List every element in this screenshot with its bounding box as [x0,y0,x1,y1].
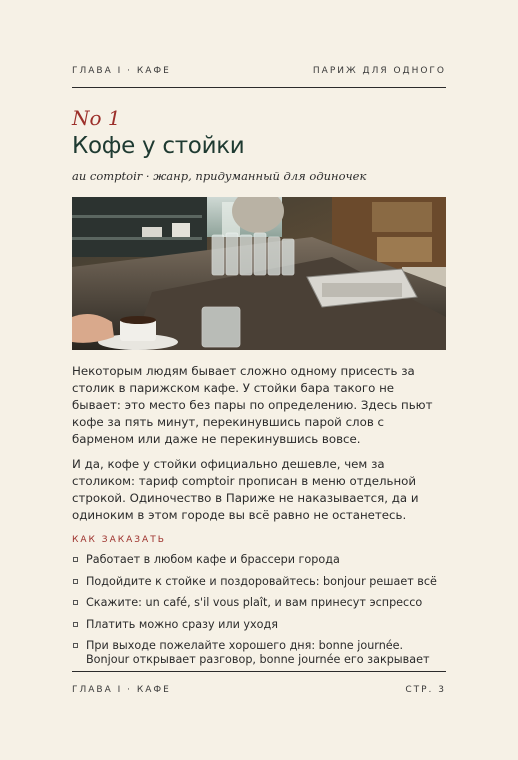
list-item-text: Скажите: un café, s'il vous plaît, и вам принесут эспрессо [86,596,423,609]
square-bullet-icon [73,643,78,648]
list-item-text: При выходе пожелайте хорошего дня: bonne journée. Bonjour открывает разговор, bonne journée его закрывает [86,639,430,666]
list-item-text: Подойдите к стойке и поздоровайтесь: bonjour решает всё [86,574,437,588]
article-title: Кофе у стойки [72,133,245,159]
square-bullet-icon [73,622,78,627]
page-number: СТР. 3 [405,685,446,695]
list-item [72,639,446,667]
list-item [72,575,446,589]
header-rule [72,87,446,88]
running-header [72,66,446,76]
square-bullet-icon [73,579,78,584]
how-to-order-heading: КАК ЗАКАЗАТЬ [72,535,166,545]
paragraph-2: И да, кофе у стойки официально дешевле, чем за столиком: тариф comptoir прописан в меню отдельной строкой. Одиночество в Париже не наказывается, да и одиноким в этом городе вы всё равно не останетесь. [72,457,419,522]
list-item-text: Платить можно сразу или уходя [86,617,278,631]
list-item [72,618,446,632]
cafe-counter-photo [72,197,446,350]
list-item [72,596,446,610]
square-bullet-icon [73,557,78,562]
list-item-text: Работает в любом кафе и брассери города [86,553,340,566]
square-bullet-icon [73,600,78,605]
cafe-counter-illustration [72,197,446,350]
how-to-order-list [72,553,446,675]
paragraph-1: Некоторым людям бывает сложно одному присесть за столик в парижском кафе. У стойки бара такого не бывает: это место без пары по определению. Здесь пьют кофе за пять минут, перекинувшись парой слов с барменом или даже не перекинувшись вовсе. [72,364,433,446]
footer-chapter: ГЛАВА I · КАФЕ [72,685,171,695]
header-book-title: ПАРИЖ ДЛЯ ОДНОГО [312,66,446,76]
article-number: No 1 [72,106,121,130]
book-page [72,0,446,760]
list-item [72,553,446,567]
footer-rule [72,671,446,672]
header-chapter: ГЛАВА I · КАФЕ [72,66,171,76]
article-subtitle: au comptoir · жанр, придуманный для одиночек [72,169,367,183]
running-footer [72,685,446,695]
